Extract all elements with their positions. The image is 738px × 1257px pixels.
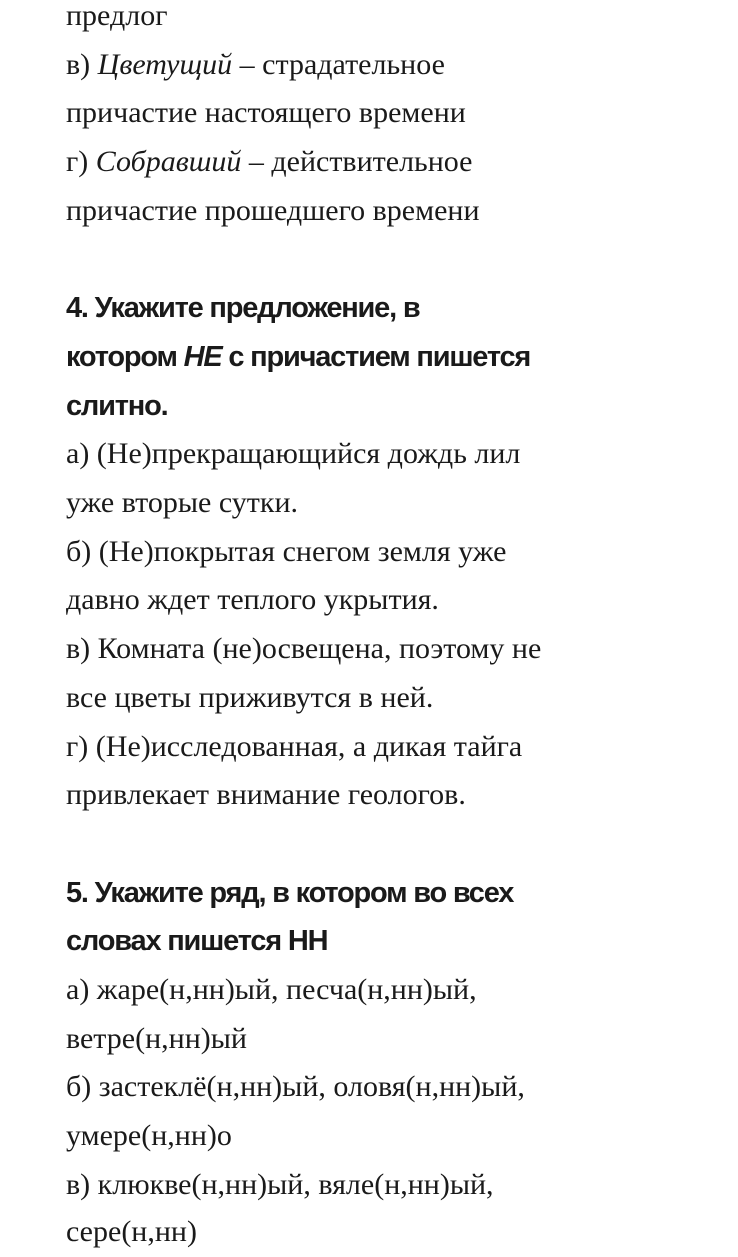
- q5-option-line: в) клюкве(н,нн)ый, вяле(н,нн)ый,: [66, 1167, 494, 1201]
- q4-title-line2: [66, 333, 716, 382]
- q3-option-g-rest: – действительное: [241, 145, 473, 179]
- q4-option-line: давно ждет теплого укрытия.: [66, 583, 439, 617]
- q4-option-line: в) Комната (не)освещена, поэтому не: [66, 632, 542, 666]
- q3-tail-line1: предлог: [66, 0, 168, 32]
- q4-title-after: с причастием пишется: [221, 340, 531, 373]
- spacer: [66, 236, 716, 285]
- q4-option-line: привлекает внимание геологов.: [66, 778, 466, 812]
- q3-option-v-line2: причастие настоящего времени: [66, 96, 466, 130]
- q5-option-line: а) жаре(н,нн)ый, песча(н,нн)ый,: [66, 973, 477, 1007]
- spacer: [66, 820, 716, 869]
- q4-option-line: б) (Не)покрытая снегом земля уже: [66, 534, 507, 568]
- q3-option-g-prefix: г): [66, 145, 96, 179]
- q4-title-italic: НЕ: [183, 340, 222, 373]
- q4-option-line: уже вторые сутки.: [66, 486, 299, 520]
- q5-option-line: ветре(н,нн)ый: [66, 1021, 247, 1055]
- q3-option-g-line2: причастие прошедшего времени: [66, 193, 480, 227]
- q4-option-line: г) (Не)исследованная, а дикая тайга: [66, 729, 523, 763]
- document-page: [66, 0, 716, 1210]
- q4-option-line: все цветы приживутся в ней.: [66, 680, 434, 714]
- q5-option-line: умере(н,нн)о: [66, 1119, 232, 1153]
- q5-title-line1: 5. Укажите ряд, в котором во всех: [66, 876, 514, 909]
- q5-cut-line-text: сере(н,нн): [66, 1215, 197, 1248]
- q3-option-g-word: Собравший: [95, 145, 242, 179]
- q4-title-line3: слитно.: [66, 389, 168, 422]
- q3-option-g: [66, 138, 716, 187]
- q3-option-v-prefix: в): [66, 47, 98, 81]
- q3-option-v-word: Цветущий: [97, 47, 233, 81]
- q3-option-v-rest: – страдательное: [232, 47, 445, 81]
- q4-title-line1: 4. Укажите предложение, в: [66, 292, 420, 325]
- q5-title-line2: словах пишется НН: [66, 925, 328, 958]
- cut-off-line: [66, 1212, 266, 1248]
- q4-title-before: котором: [66, 340, 184, 373]
- q3-option-v: [66, 41, 716, 90]
- q5-option-line: б) застеклё(н,нн)ый, оловя(н,нн)ый,: [66, 1070, 525, 1104]
- q4-option-line: а) (Не)прекращающийся дождь лил: [66, 437, 521, 471]
